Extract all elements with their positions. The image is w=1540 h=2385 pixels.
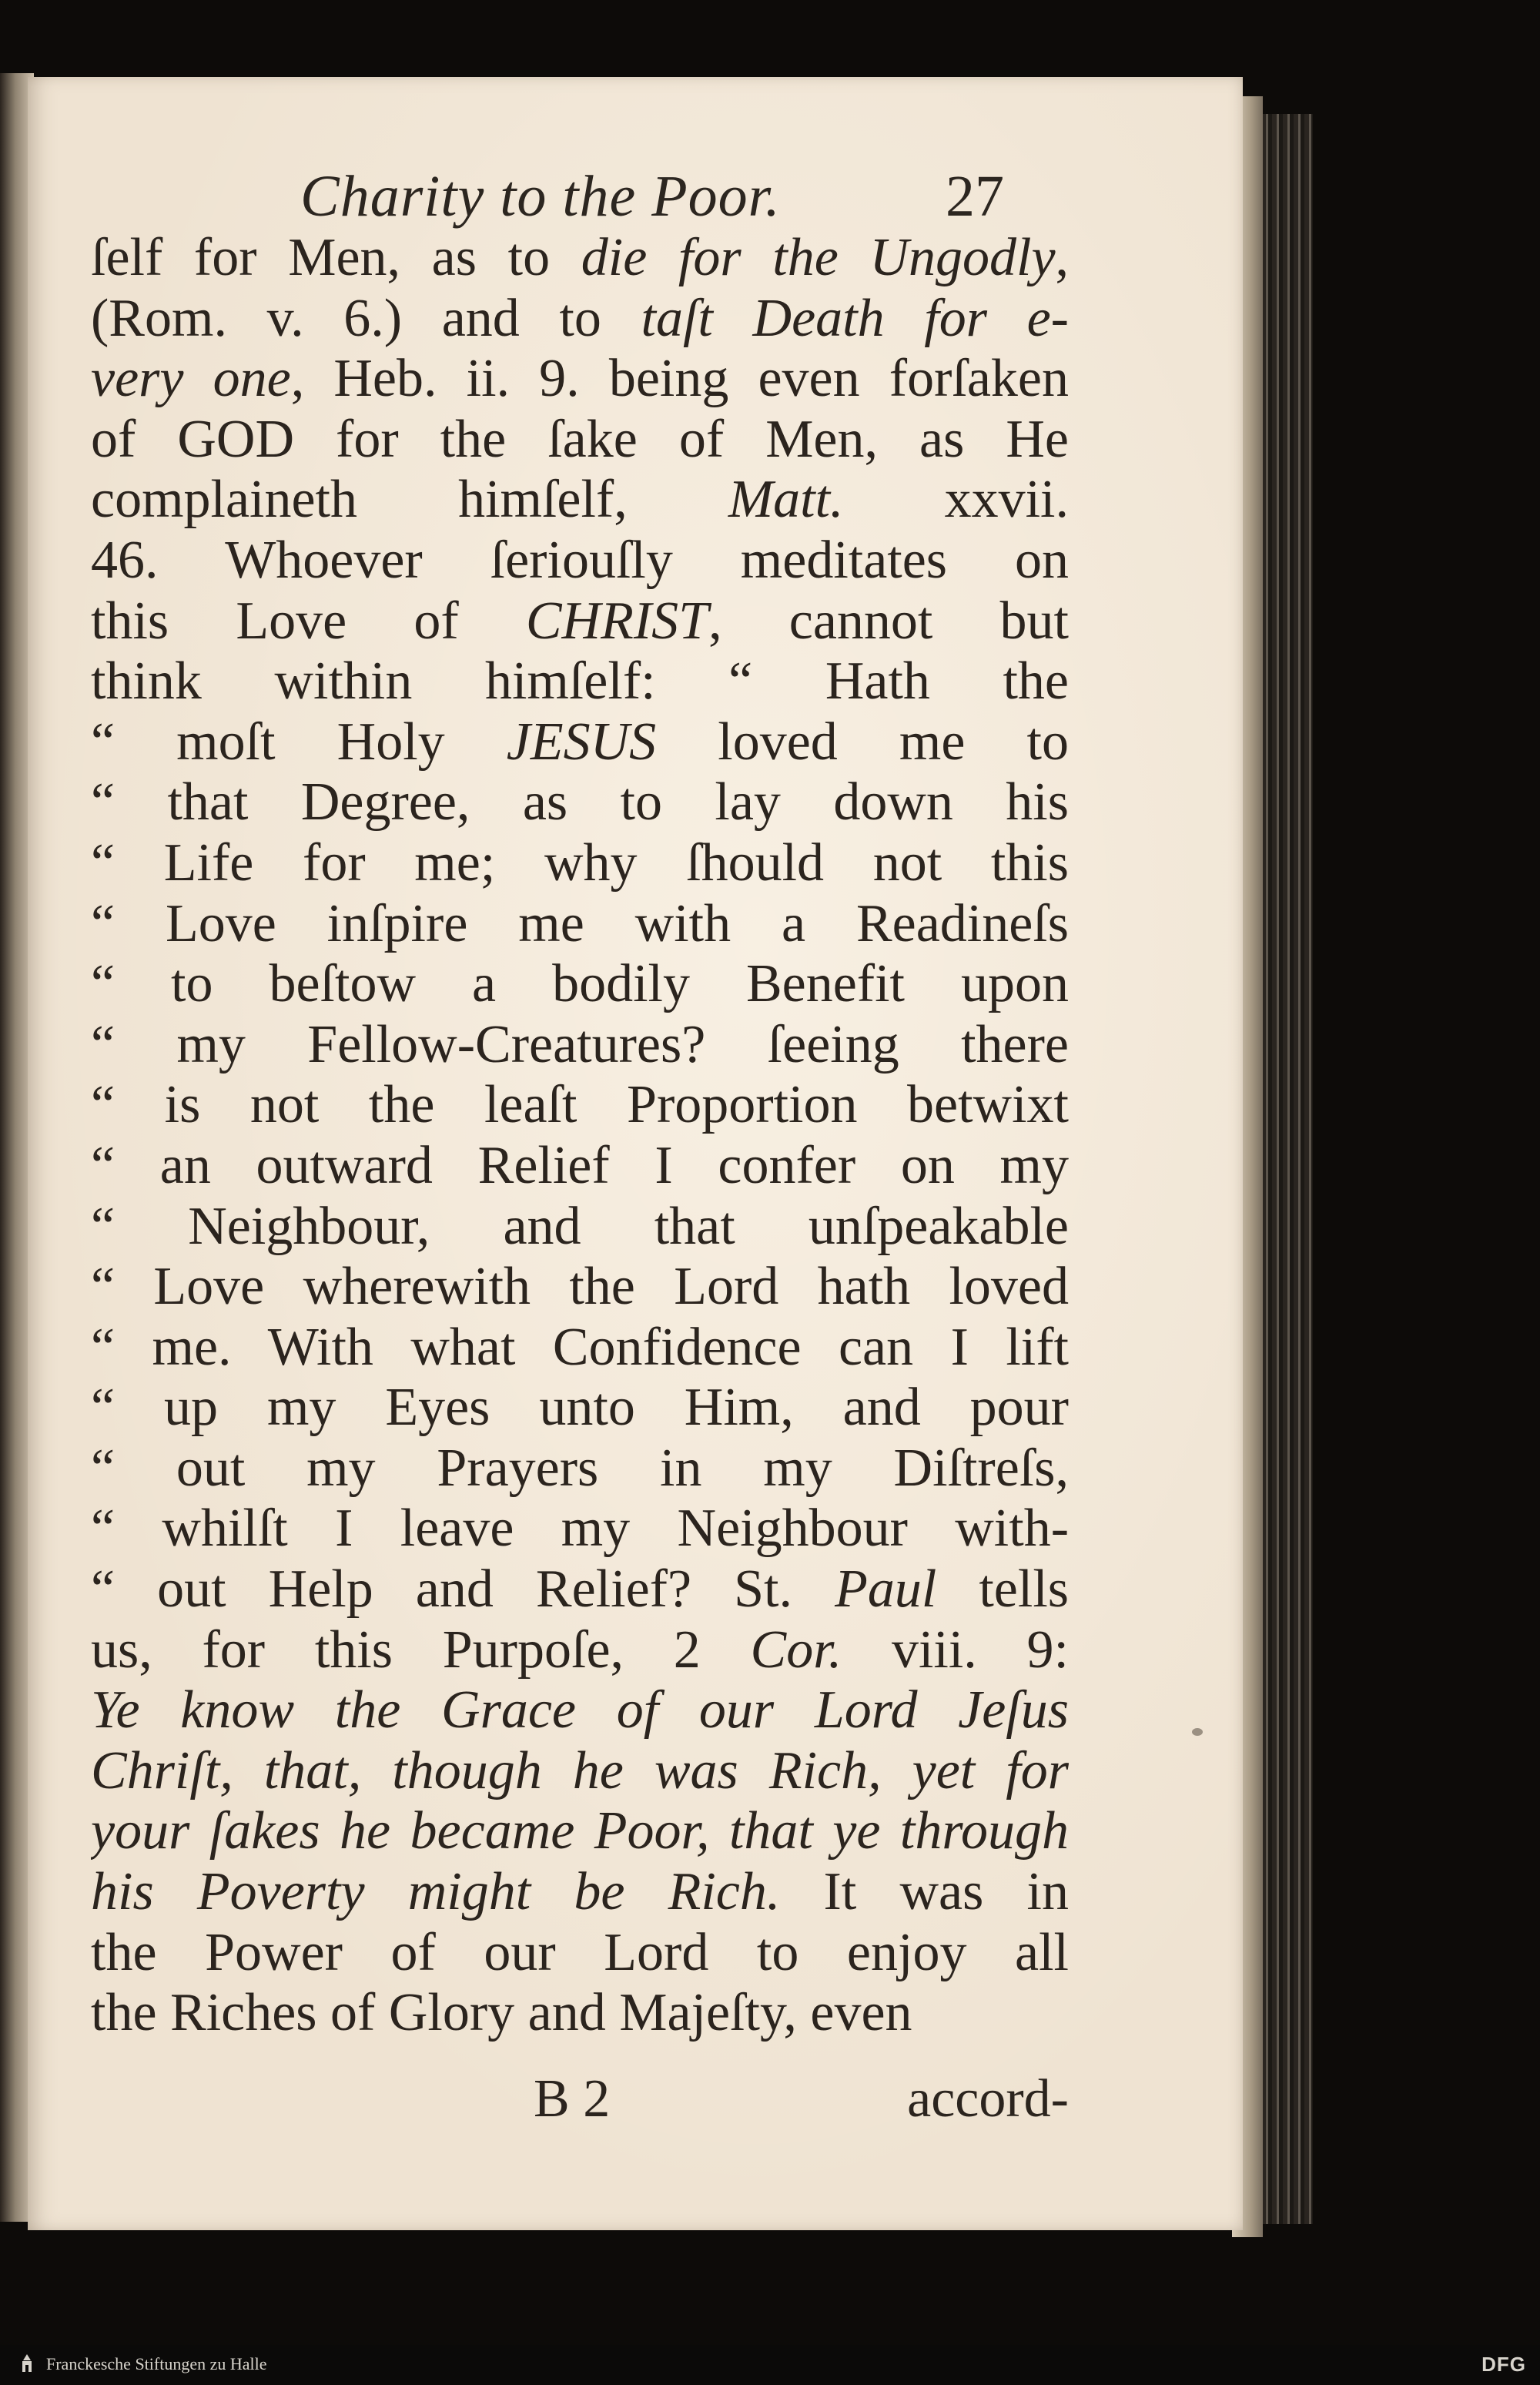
roman-text: “ to beſtow a bodily Benefit upon bbox=[91, 954, 1069, 1014]
text-line bbox=[91, 410, 1069, 471]
text-line bbox=[91, 1015, 1069, 1076]
text-line bbox=[91, 1257, 1069, 1318]
text-line bbox=[91, 652, 1069, 712]
text-line bbox=[91, 1680, 1069, 1741]
roman-text: the Power of our Lord to enjoy all bbox=[91, 1922, 1069, 1982]
italic-text: Cor. bbox=[750, 1620, 842, 1680]
roman-text: ſelf for Men, as to bbox=[91, 228, 581, 287]
funder-logo: DFG bbox=[1481, 2353, 1526, 2376]
roman-text: “ Love wherewith the Lord hath loved bbox=[91, 1257, 1069, 1317]
roman-text: of GOD for the ſake of Men, as He bbox=[91, 409, 1069, 469]
italic-text: JESUS bbox=[506, 712, 657, 772]
roman-text: “ Love inſpire me with a Readineſs bbox=[91, 893, 1069, 953]
paper-speck bbox=[1192, 1728, 1203, 1736]
roman-text: us, for this Purpoſe, 2 bbox=[91, 1620, 751, 1680]
roman-text: “ Neighbour, and that unſpeakable bbox=[91, 1196, 1069, 1256]
roman-text: loved me to bbox=[656, 712, 1069, 772]
text-line bbox=[91, 228, 1069, 289]
roman-text: “ whilſt I leave my Neighbour with- bbox=[91, 1499, 1069, 1559]
text-line bbox=[91, 289, 1069, 350]
text-line bbox=[91, 1801, 1069, 1862]
running-title: Charity to the Poor. bbox=[300, 164, 781, 229]
text-line bbox=[91, 1136, 1069, 1197]
body-text bbox=[91, 228, 1069, 2044]
signature-mark: B 2 bbox=[534, 2069, 611, 2129]
roman-text: “ out my Prayers in my Diſtreſs, bbox=[91, 1438, 1069, 1498]
text-line bbox=[91, 1378, 1069, 1439]
roman-text: the Riches of Glory and Majeſty, even bbox=[91, 1983, 912, 2043]
text-line bbox=[91, 591, 1069, 652]
roman-text: viii. 9: bbox=[842, 1620, 1069, 1680]
italic-text: Paul bbox=[835, 1559, 937, 1620]
text-line bbox=[91, 1499, 1069, 1559]
roman-text: this Love of bbox=[91, 591, 526, 651]
roman-text: “ my Fellow-Creatures? ſeeing there bbox=[91, 1014, 1069, 1074]
viewer-footer-bar bbox=[0, 2345, 1540, 2385]
roman-text: , bbox=[1055, 228, 1069, 287]
text-line bbox=[91, 1923, 1069, 1984]
text-line bbox=[91, 1197, 1069, 1258]
library-credit: Franckesche Stiftungen zu Halle bbox=[46, 2354, 267, 2373]
text-line bbox=[91, 1318, 1069, 1378]
text-line bbox=[91, 772, 1069, 833]
roman-text: “ is not the leaſt Proportion betwixt bbox=[91, 1075, 1069, 1135]
italic-text: Ye know the Grace of our Lord Jeſus bbox=[91, 1680, 1069, 1740]
roman-text: “ out Help and Relief? St. bbox=[91, 1559, 835, 1620]
text-line bbox=[91, 894, 1069, 955]
text-line bbox=[91, 1620, 1069, 1681]
text-line bbox=[91, 470, 1069, 531]
roman-text: “ me. With what Confidence can I lift bbox=[91, 1317, 1069, 1377]
roman-text: xxvii. bbox=[843, 470, 1069, 530]
roman-text: , Heb. ii. 9. being even forſaken bbox=[290, 349, 1069, 409]
roman-text: “ that Degree, as to lay down his bbox=[91, 772, 1069, 832]
text-line bbox=[91, 349, 1069, 410]
roman-text: complaineth himſelf, bbox=[91, 470, 728, 530]
roman-text: (Rom. v. 6.) and to bbox=[91, 288, 641, 348]
page-foot bbox=[91, 2068, 1069, 2130]
text-line bbox=[91, 1862, 1069, 1923]
roman-text: “ up my Eyes unto Him, and pour bbox=[91, 1378, 1069, 1438]
roman-text: 46. Whoever ſeriouſly meditates on bbox=[91, 530, 1069, 590]
text-line bbox=[91, 1075, 1069, 1136]
text-line bbox=[91, 531, 1069, 591]
roman-text: “ moſt Holy bbox=[91, 712, 507, 772]
page-number: 27 bbox=[946, 164, 1004, 229]
text-line bbox=[91, 833, 1069, 894]
italic-text: die for the Ungodly bbox=[581, 228, 1056, 287]
roman-text: tells bbox=[936, 1559, 1069, 1620]
roman-text: “ an outward Relief I confer on my bbox=[91, 1135, 1069, 1195]
italic-text: Matt. bbox=[728, 470, 844, 530]
italic-text: CHRIST bbox=[525, 591, 709, 651]
roman-text: think within himſelf: “ Hath the bbox=[91, 652, 1069, 712]
italic-text: very one bbox=[91, 349, 291, 409]
roman-text: It was in bbox=[780, 1862, 1069, 1922]
italic-text: your ſakes he became Poor, that ye through bbox=[91, 1801, 1069, 1861]
text-line bbox=[91, 1559, 1069, 1620]
italic-text: his Poverty might be Rich. bbox=[91, 1862, 781, 1922]
italic-text: taſt Death for e- bbox=[641, 288, 1069, 348]
catchword: accord- bbox=[907, 2069, 1069, 2129]
text-line bbox=[91, 1983, 1069, 2044]
italic-text: Chriſt, that, though he was Rich, yet for bbox=[91, 1740, 1069, 1800]
running-head bbox=[270, 163, 1040, 229]
text-line bbox=[91, 712, 1069, 773]
roman-text: “ Life for me; why ſhould not this bbox=[91, 832, 1069, 893]
text-line bbox=[91, 954, 1069, 1015]
text-line bbox=[91, 1741, 1069, 1802]
text-line bbox=[91, 1439, 1069, 1499]
library-logo-icon bbox=[14, 2351, 40, 2377]
roman-text: , cannot but bbox=[708, 591, 1069, 651]
